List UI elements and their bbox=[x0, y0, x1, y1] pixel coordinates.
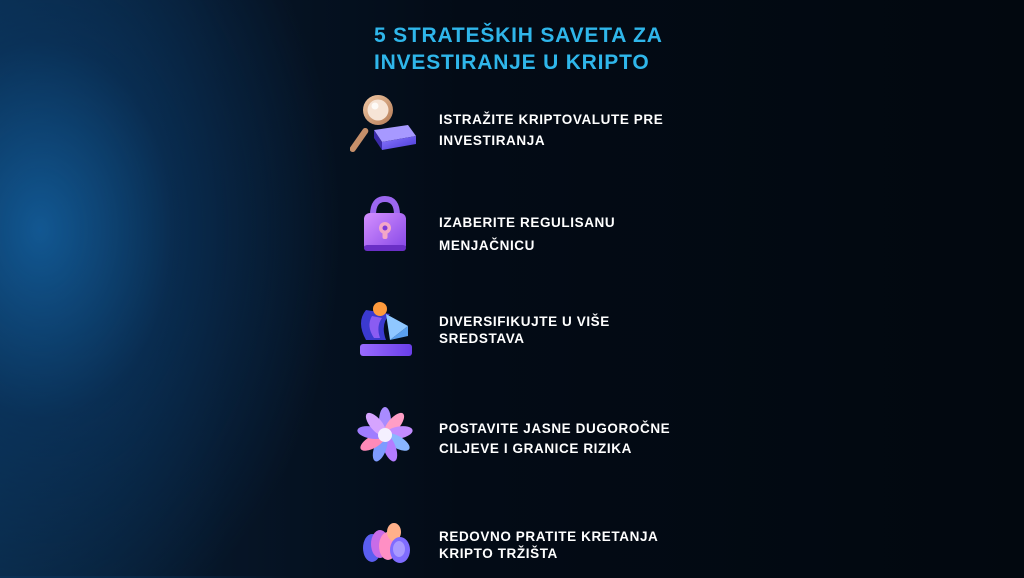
tip-item-exchange bbox=[350, 195, 730, 265]
tip-line-2: INVESTIRANJA bbox=[439, 133, 546, 148]
tip-text bbox=[439, 528, 729, 562]
tip-text bbox=[439, 419, 729, 459]
tip-item-research bbox=[350, 92, 730, 162]
tip-item-diversify bbox=[350, 300, 730, 370]
shapes-stack-icon bbox=[350, 300, 420, 370]
tip-item-goals bbox=[350, 400, 730, 470]
page-title bbox=[374, 22, 794, 76]
tip-line-2: MENJAČNICU bbox=[439, 238, 536, 253]
tip-line-1: IZABERITE REGULISANU bbox=[439, 215, 616, 230]
tip-line-1: REDOVNO PRATITE KRETANJA bbox=[439, 529, 659, 544]
tip-line-1: ISTRAŽITE KRIPTOVALUTE PRE bbox=[439, 112, 664, 127]
tip-line-2: CILJEVE I GRANICE RIZIKA bbox=[439, 441, 632, 456]
tip-line-1: POSTAVITE JASNE DUGOROČNE bbox=[439, 421, 671, 436]
tip-line-2: SREDSTAVA bbox=[439, 331, 525, 346]
magnifier-book-icon bbox=[350, 92, 420, 162]
tip-text bbox=[439, 211, 729, 257]
coin-stack-icon bbox=[350, 508, 420, 578]
padlock-icon bbox=[350, 195, 420, 265]
tip-item-monitor bbox=[350, 508, 730, 578]
flower-target-icon bbox=[350, 400, 420, 470]
tip-line-1: DIVERSIFIKUJTE U VIŠE bbox=[439, 314, 610, 329]
tip-text bbox=[439, 109, 729, 151]
title-line-2: INVESTIRANJE U KRIPTO bbox=[374, 51, 650, 74]
tip-line-2: KRIPTO TRŽIŠTA bbox=[439, 546, 558, 561]
tip-text bbox=[439, 313, 729, 347]
title-line-1: 5 STRATEŠKIH SAVETA ZA bbox=[374, 24, 663, 47]
